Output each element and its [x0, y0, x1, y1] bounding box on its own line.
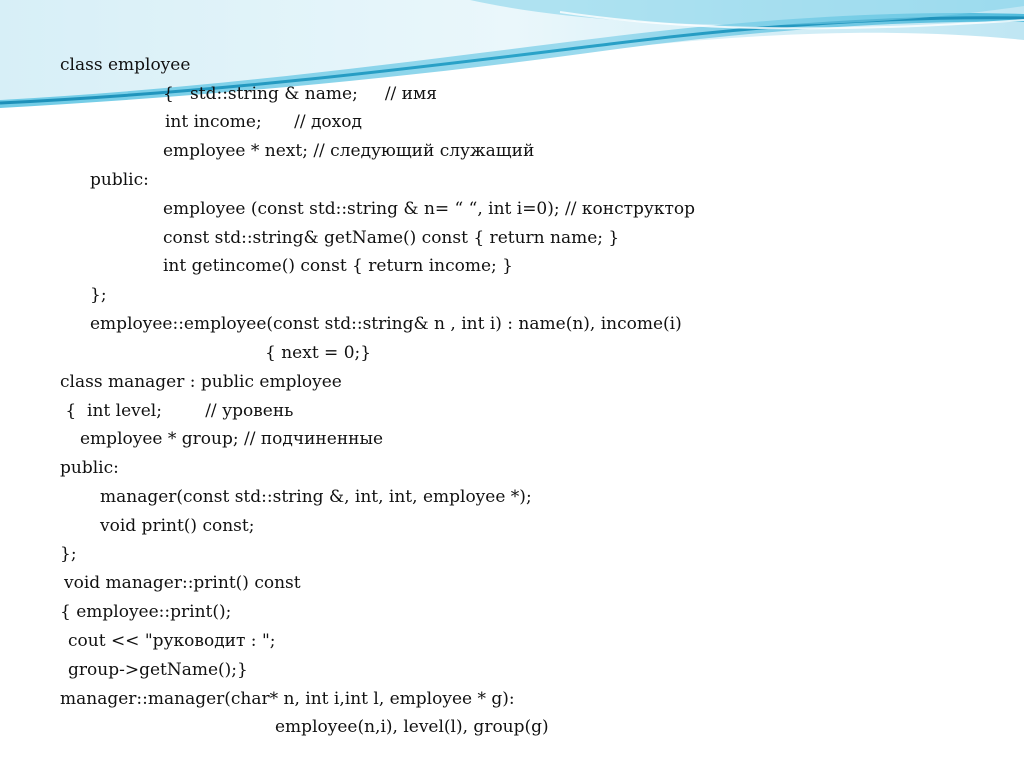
code-line: employee * group; // подчиненные: [80, 429, 384, 449]
code-line: manager(const std::string &, int, int, employee *);: [100, 487, 532, 507]
code-line: };: [90, 285, 107, 305]
code-line: employee (const std::string & n= “ “, int i=0); // конструктор: [163, 199, 696, 219]
code-line: manager::manager(char* n, int i,int l, employee * g):: [60, 689, 515, 709]
code-line: public:: [90, 170, 149, 190]
code-line: const std::string& getName() const { return name; }: [163, 228, 620, 248]
code-line: group->getName();}: [68, 660, 248, 680]
code-line: class employee: [60, 55, 191, 75]
code-line: employee(n,i), level(l), group(g): [275, 717, 549, 737]
code-line: };: [60, 544, 77, 564]
code-line: { int level; // уровень: [60, 401, 294, 421]
code-line: int income; // доход: [165, 112, 362, 132]
code-line: { employee::print();: [60, 602, 232, 622]
code-line: void print() const;: [100, 516, 255, 536]
code-line: { std::string & name; // имя: [163, 84, 437, 104]
code-line: class manager : public employee: [60, 372, 342, 392]
code-line: public:: [60, 458, 119, 478]
code-line: { next = 0;}: [265, 343, 372, 363]
code-line: int getincome() const { return income; }: [163, 256, 513, 276]
code-line: cout << "руководит : ";: [68, 631, 276, 651]
code-line: employee * next; // следующий служащий: [163, 141, 535, 161]
code-line: void manager::print() const: [64, 573, 301, 593]
code-line: employee::employee(const std::string& n , int i) : name(n), income(i): [90, 314, 682, 334]
